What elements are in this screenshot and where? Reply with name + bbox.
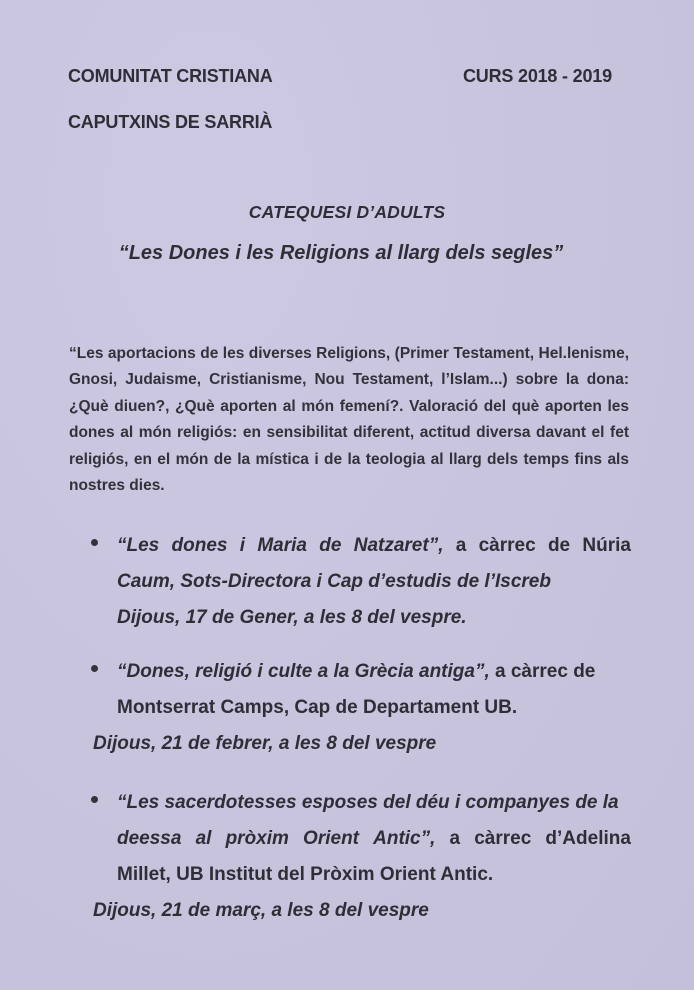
- word: Antic”,: [373, 828, 436, 849]
- bullet-icon: [91, 539, 98, 546]
- word: al: [195, 828, 212, 849]
- session-title-line: [117, 821, 631, 857]
- word: pròxim: [225, 828, 289, 849]
- session-item: [91, 528, 631, 636]
- word: dones: [171, 535, 228, 556]
- speaker-prefix: a càrrec de: [489, 661, 596, 682]
- document-subtitle: “Les Dones i les Religions al llarg dels segles”: [118, 242, 564, 264]
- session-title-line: [117, 654, 631, 690]
- session-item: [91, 654, 631, 762]
- word: a: [455, 535, 467, 556]
- organization-name: COMUNITAT CRISTIANA: [68, 66, 273, 86]
- word: càrrec: [478, 535, 536, 556]
- word: de: [547, 535, 571, 556]
- document-title: CATEQUESI D’ADULTS: [248, 202, 446, 222]
- word: Núria: [582, 535, 631, 556]
- word: de: [319, 535, 342, 556]
- word: d’Adelina: [545, 828, 631, 849]
- word: a: [449, 828, 461, 849]
- speaker-line: Millet, UB Institut del Pròxim Orient Antic.: [117, 864, 494, 885]
- speaker-line: Caum, Sots-Directora i Cap d’estudis de l’Iscreb: [117, 571, 551, 592]
- word: “Les: [117, 535, 160, 556]
- session-date: Dijous, 21 de febrer, a les 8 del vespre: [93, 733, 437, 754]
- speaker-line: Montserrat Camps, Cap de Departament UB.: [117, 697, 518, 718]
- word: Maria: [257, 535, 307, 556]
- bullet-icon: [91, 665, 98, 672]
- session-title: “Dones, religió i culte a la Grècia antiga”,: [117, 661, 490, 682]
- intro-paragraph: “Les aportacions de les diverses Religions, (Primer Testament, Hel.lenisme, Gnosi, Judaisme, Cristianisme, Nou Testament, l’Islam...) sobre la dona: ¿Què diuen?, ¿Què aporten al món femení?. Valoració del què aporten les dones al món religiós: en sensibilitat diferent, actitud diversa davant el fet religiós, en el món de la mística i de la teologia al llarg dels temps fins als nostres dies.: [69, 344, 629, 494]
- session-date: Dijous, 17 de Gener, a les 8 del vespre.: [117, 607, 467, 628]
- word: deessa: [117, 828, 182, 849]
- word: Natzaret”,: [353, 535, 444, 556]
- session-title-line: “Les sacerdotesses esposes del déu i companyes de la: [117, 792, 619, 813]
- organization-subname: CAPUTXINS DE SARRIÀ: [68, 112, 273, 132]
- session-date: Dijous, 21 de març, a les 8 del vespre: [93, 900, 429, 921]
- bullet-icon: [91, 796, 98, 803]
- session-title-line: [117, 528, 631, 564]
- word: i: [239, 535, 246, 556]
- word: càrrec: [474, 828, 532, 849]
- session-item: [91, 785, 631, 929]
- word: Orient: [303, 828, 359, 849]
- course-year: CURS 2018 - 2019: [463, 66, 612, 86]
